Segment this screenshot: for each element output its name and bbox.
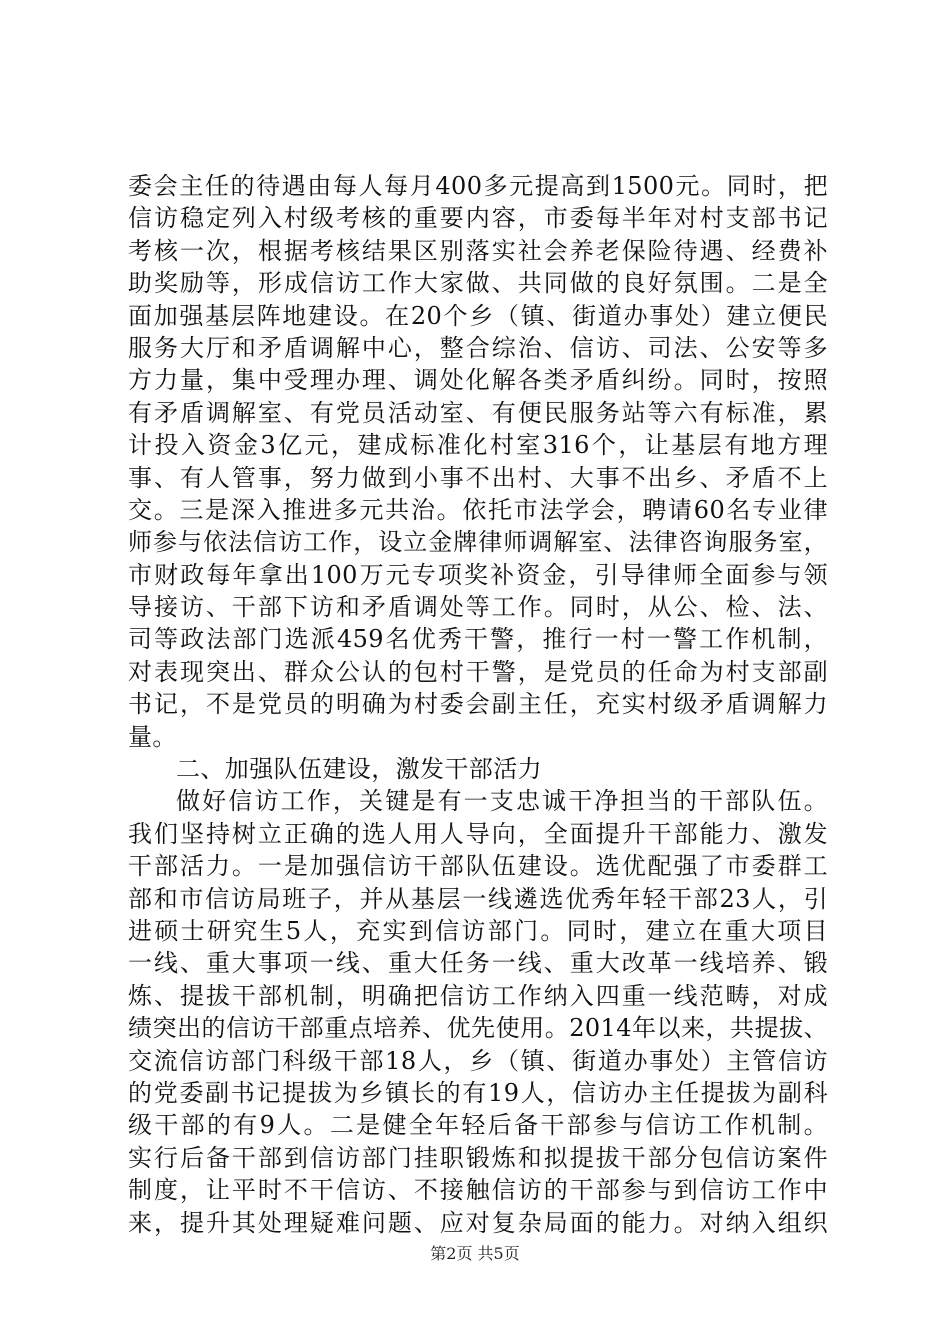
text-line: 考核一次，根据考核结果区别落实社会养老保险待遇、经费补 <box>128 236 828 265</box>
text-line: 我们坚持树立正确的选人用人导向，全面提升干部能力、激发 <box>128 819 828 848</box>
text-line: 干部活力。一是加强信访干部队伍建设。选优配强了市委群工 <box>128 852 828 881</box>
text-line: 量。 <box>128 722 177 751</box>
text-line: 交。三是深入推进多元共治。依托市法学会，聘请60名专业律 <box>128 495 828 524</box>
text-line: 做好信访工作，关键是有一支忠诚干净担当的干部队伍。 <box>176 787 828 816</box>
text-line: 导接访、干部下访和矛盾调处等工作。同时，从公、检、法、 <box>128 593 828 622</box>
text-line: 进硕士研究生5人，充实到信访部门。同时，建立在重大项目 <box>128 916 828 945</box>
text-line: 部和市信访局班子，并从基层一线遴选优秀年轻干部23人，引 <box>128 884 828 913</box>
text-line: 市财政每年拿出100万元专项奖补资金，引导律师全面参与领 <box>128 560 828 589</box>
text-line: 方力量，集中受理办理、调处化解各类矛盾纠纷。同时，按照 <box>128 366 828 395</box>
text-line: 司等政法部门选派459名优秀干警，推行一村一警工作机制， <box>128 625 828 654</box>
page-number: 第2页 共5页 <box>430 1244 520 1263</box>
text-line: 面加强基层阵地建设。在20个乡（镇、街道办事处）建立便民 <box>128 301 828 330</box>
text-line: 事、有人管事，努力做到小事不出村、大事不出乡、矛盾不上 <box>128 463 828 492</box>
text-line: 交流信访部门科级干部18人，乡（镇、街道办事处）主管信访 <box>128 1046 828 1075</box>
section-heading: 二、加强队伍建设，激发干部活力 <box>176 755 542 784</box>
text-line: 服务大厅和矛盾调解中心，整合综治、信访、司法、公安等多 <box>128 333 828 362</box>
text-line: 委会主任的待遇由每人每月400多元提高到1500元。同时，把 <box>128 172 828 200</box>
text-line: 绩突出的信访干部重点培养、优先使用。2014年以来，共提拔、 <box>128 1014 828 1043</box>
text-line: 对表现突出、群众公认的包村干警，是党员的任命为村支部副 <box>128 657 828 686</box>
text-line: 助奖励等，形成信访工作大家做、共同做的良好氛围。二是全 <box>128 269 828 298</box>
text-line: 的党委副书记提拔为乡镇长的有19人，信访办主任提拔为副科 <box>128 1078 828 1107</box>
text-line: 计投入资金3亿元，建成标准化村室316个，让基层有地方理 <box>128 431 828 460</box>
text-line: 师参与依法信访工作，设立金牌律师调解室、法律咨询服务室， <box>128 528 828 557</box>
text-line: 制度，让平时不干信访、不接触信访的干部参与到信访工作中 <box>128 1176 828 1205</box>
text-line: 书记，不是党员的明确为村委会副主任，充实村级矛盾调解力 <box>128 690 828 719</box>
text-line: 级干部的有9人。二是健全年轻后备干部参与信访工作机制。 <box>128 1111 828 1140</box>
text-line: 有矛盾调解室、有党员活动室、有便民服务站等六有标准，累 <box>128 398 828 427</box>
text-line: 实行后备干部到信访部门挂职锻炼和拟提拔干部分包信访案件 <box>128 1143 828 1172</box>
text-line: 一线、重大事项一线、重大任务一线、重大改革一线培养、锻 <box>128 949 828 978</box>
text-line: 信访稳定列入村级考核的重要内容，市委每半年对村支部书记 <box>128 204 828 233</box>
body-text <box>128 170 828 1239</box>
text-line: 炼、提拔干部机制，明确把信访工作纳入四重一线范畴，对成 <box>128 981 828 1010</box>
text-line: 来，提升其处理疑难问题、应对复杂局面的能力。对纳入组织 <box>128 1208 828 1237</box>
